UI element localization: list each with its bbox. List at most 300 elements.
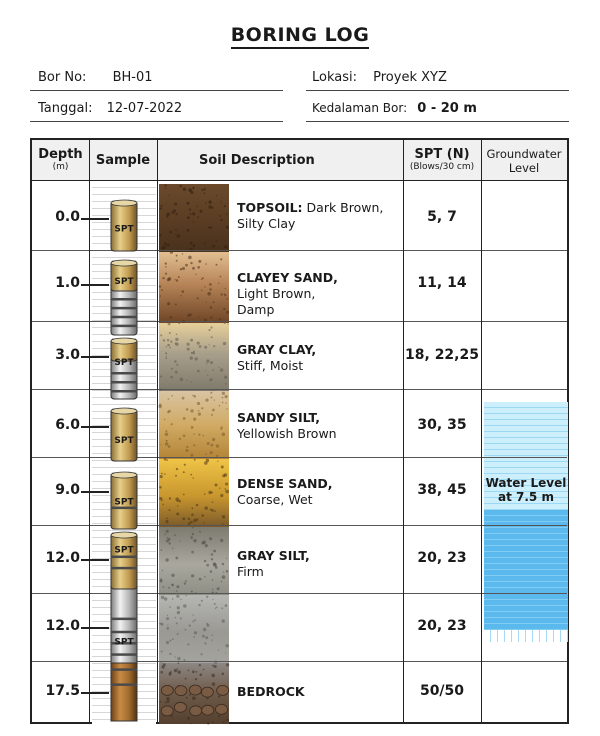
soil-grain	[189, 625, 191, 627]
soil-grain	[207, 442, 210, 445]
soil-grain	[202, 277, 204, 279]
soil-grain	[190, 356, 193, 359]
soil-grain	[164, 419, 165, 420]
soil-description-row	[237, 342, 407, 374]
soil-grain	[166, 356, 167, 357]
soil-grain	[226, 226, 229, 229]
soil-grain	[212, 245, 215, 248]
soil-grain	[202, 540, 206, 544]
soil-grain	[222, 402, 224, 404]
soil-description-row	[237, 270, 407, 318]
soil-grain	[185, 580, 187, 582]
header-soil-label: Soil Description	[199, 152, 315, 168]
soil-grain	[165, 520, 168, 523]
sample-tube-top	[111, 408, 137, 414]
soil-grain	[167, 213, 170, 216]
soil-grain	[176, 590, 178, 592]
spt-value: 38, 45	[417, 482, 467, 498]
soil-grain	[169, 653, 171, 655]
soil-grain	[191, 381, 192, 382]
soil-grain	[191, 426, 194, 429]
soil-grain	[183, 188, 186, 191]
soil-grain	[175, 338, 178, 341]
sample-tube-ring	[111, 372, 137, 375]
soil-grain	[223, 342, 226, 345]
soil-grain	[159, 207, 162, 210]
soil-detail: Coarse, Wet	[237, 492, 313, 507]
soil-grain	[160, 671, 163, 674]
soil-detail: Light Brown,	[237, 286, 316, 301]
soil-grain	[164, 473, 166, 475]
soil-grain	[219, 215, 221, 217]
soil-grain	[226, 570, 229, 573]
soil-grain	[160, 475, 163, 478]
soil-grain	[225, 383, 227, 385]
soil-grain	[201, 407, 203, 409]
soil-grain	[177, 611, 180, 614]
soil-grain	[182, 253, 183, 254]
soil-grain	[204, 576, 205, 577]
soil-grain	[164, 243, 167, 246]
soil-grain	[182, 397, 185, 400]
bedrock-stone	[174, 702, 186, 712]
soil-grain	[204, 493, 206, 495]
soil-grain	[210, 509, 212, 511]
soil-grain	[166, 440, 168, 442]
sample-tube-ring	[111, 381, 137, 384]
soil-grain	[176, 622, 178, 624]
soil-grain	[210, 392, 212, 394]
soil-grain	[178, 662, 180, 664]
column-separator	[157, 140, 158, 724]
soil-grain	[194, 619, 196, 621]
header-depth	[32, 140, 89, 181]
soil-grain	[186, 449, 189, 452]
kedalaman-label: Kedalaman Bor:	[312, 101, 408, 115]
soil-grain	[206, 359, 209, 362]
soil-grain	[169, 640, 171, 642]
groundwater-label-line1: Water Level	[485, 476, 567, 490]
soil-grain	[164, 534, 166, 536]
soil-grain	[195, 274, 196, 275]
soil-grain	[159, 405, 162, 408]
soil-grain	[194, 459, 196, 461]
soil-grain	[205, 453, 207, 455]
soil-grain	[205, 399, 208, 402]
kedalaman-underline	[306, 121, 569, 122]
soil-grain	[222, 563, 225, 566]
soil-grain	[165, 352, 167, 354]
soil-grain	[226, 408, 227, 409]
header-soil	[157, 140, 403, 181]
soil-grain	[203, 522, 204, 523]
soil-grain	[216, 607, 218, 609]
soil-grain	[169, 606, 171, 608]
soil-grain	[177, 505, 178, 506]
soil-grain	[214, 603, 216, 605]
soil-grain	[178, 670, 181, 673]
soil-grain	[193, 395, 196, 398]
soil-grain	[164, 597, 167, 600]
spt-value: 18, 22,25	[405, 347, 479, 363]
soil-grain	[169, 231, 172, 234]
soil-grain	[168, 587, 170, 589]
soil-grain	[171, 395, 173, 397]
soil-grain	[175, 475, 177, 477]
soil-grain	[205, 544, 208, 547]
bor-no-value: BH-01	[112, 70, 153, 85]
soil-grain	[165, 273, 167, 275]
soil-grain	[208, 491, 211, 494]
soil-grain	[220, 428, 222, 430]
soil-grain	[217, 461, 218, 462]
soil-grain	[161, 596, 165, 600]
soil-grain	[216, 241, 218, 243]
soil-grain	[204, 242, 206, 244]
soil-grain	[161, 549, 163, 551]
soil-grain	[175, 234, 177, 236]
soil-grain	[192, 533, 194, 535]
soil-grain	[186, 595, 188, 597]
soil-grain	[171, 715, 173, 717]
soil-grain	[165, 442, 168, 445]
soil-name: GRAY SILT,	[237, 548, 310, 563]
soil-grain	[162, 570, 163, 571]
soil-grain	[190, 409, 193, 412]
soil-grain	[221, 607, 223, 609]
soil-grain	[219, 367, 220, 368]
soil-grain	[185, 264, 188, 267]
soil-grain	[171, 423, 173, 425]
spt-sample-tubes	[92, 181, 156, 724]
soil-grain	[204, 192, 206, 194]
soil-grain	[169, 509, 171, 511]
soil-grain	[183, 417, 186, 420]
soil-grain	[190, 191, 193, 194]
soil-grain	[198, 260, 201, 263]
soil-grain	[226, 213, 228, 215]
soil-grain	[191, 574, 194, 577]
soil-grain	[187, 343, 190, 346]
soil-grain	[193, 418, 196, 421]
soil-grain	[192, 696, 196, 700]
soil-description-row	[237, 476, 407, 508]
soil-grain	[161, 665, 164, 668]
soil-grain	[204, 286, 205, 287]
soil-grain	[172, 548, 173, 549]
soil-grain	[164, 458, 167, 461]
soil-grain	[165, 346, 166, 347]
bedrock-stone	[175, 686, 187, 696]
tanggal-value: 12-07-2022	[106, 101, 183, 116]
soil-grain	[166, 215, 168, 217]
bedrock-stone	[202, 705, 214, 715]
soil-grain	[186, 202, 189, 205]
soil-grain	[213, 345, 215, 347]
soil-grain	[220, 494, 223, 497]
soil-grain	[166, 459, 168, 461]
spt-value: 30, 35	[417, 417, 467, 433]
soil-grain	[192, 187, 194, 189]
soil-grain	[191, 352, 193, 354]
soil-grain	[198, 316, 199, 317]
groundwater-band-saturated	[484, 510, 568, 630]
soil-grain	[184, 464, 186, 466]
soil-grain	[206, 564, 209, 567]
groundwater-label-line2: at 7.5 m	[498, 490, 554, 504]
soil-grain	[165, 433, 169, 437]
soil-detail: Yellowish Brown	[237, 426, 337, 441]
soil-grain	[222, 515, 225, 518]
soil-grain	[201, 600, 203, 602]
bor-no-field	[38, 70, 153, 85]
soil-grain	[178, 500, 181, 503]
soil-grain	[221, 466, 224, 469]
soil-grain	[187, 717, 190, 720]
soil-grain	[180, 599, 181, 600]
soil-grain	[224, 376, 227, 379]
lokasi-label: Lokasi:	[312, 70, 357, 85]
soil-grain	[208, 227, 210, 229]
soil-grain	[218, 695, 220, 697]
bedrock-stone	[190, 706, 202, 716]
soil-grain	[160, 580, 163, 583]
soil-grain	[196, 206, 198, 208]
soil-grain	[163, 339, 165, 341]
soil-grain	[186, 446, 188, 448]
bor-no-underline	[30, 90, 283, 91]
soil-grain	[175, 656, 176, 657]
soil-grain	[211, 414, 213, 416]
soil-grain	[226, 558, 227, 559]
soil-grain	[165, 357, 167, 359]
soil-grain	[212, 438, 215, 441]
soil-grain	[212, 682, 215, 685]
kedalaman-field	[312, 101, 477, 116]
soil-grain	[212, 369, 214, 371]
boring-log-table	[30, 138, 569, 724]
soil-grain	[180, 540, 181, 541]
sample-tube-top	[111, 472, 137, 478]
soil-grain	[225, 395, 228, 398]
soil-grain	[205, 263, 207, 265]
soil-grain	[218, 283, 219, 284]
soil-grain	[210, 317, 212, 319]
soil-grain	[220, 201, 221, 202]
soil-grain	[214, 399, 215, 400]
soil-grain	[193, 433, 195, 435]
soil-grain	[201, 514, 204, 517]
soil-grain	[169, 195, 170, 196]
soil-grain	[166, 530, 169, 533]
soil-grain	[220, 368, 223, 371]
header-spt-label: SPT (N)	[414, 147, 470, 162]
soil-grain	[191, 551, 194, 554]
soil-grain	[198, 410, 200, 412]
soil-grain	[182, 267, 185, 270]
spt-value: 11, 14	[417, 275, 467, 291]
soil-grain	[162, 277, 164, 279]
sample-tube-bottom	[111, 663, 137, 721]
depth-label: 3.0	[55, 347, 80, 363]
soil-grain	[167, 244, 170, 247]
soil-grain	[212, 207, 214, 209]
soil-grain	[169, 542, 171, 544]
soil-grain	[174, 203, 177, 206]
soil-grain	[215, 608, 216, 609]
soil-grain	[174, 669, 177, 672]
bedrock-stone	[216, 704, 228, 714]
soil-grain	[213, 550, 216, 553]
soil-grain	[216, 195, 217, 196]
soil-grain	[216, 264, 218, 266]
soil-grain	[180, 268, 182, 270]
soil-grain	[217, 587, 220, 590]
soil-grain	[176, 279, 178, 281]
tanggal-field	[38, 101, 182, 116]
soil-grain	[219, 405, 221, 407]
soil-grain	[199, 578, 202, 581]
soil-grain	[190, 521, 193, 524]
sample-tube-ring	[111, 653, 137, 656]
tanggal-underline	[30, 121, 283, 122]
soil-grain	[174, 360, 177, 363]
soil-grain	[168, 344, 170, 346]
soil-grain	[212, 640, 213, 641]
soil-grain	[197, 297, 199, 299]
page-title	[0, 24, 600, 46]
soil-grain	[162, 504, 164, 506]
soil-grain	[184, 582, 186, 584]
sample-tube-ring	[111, 325, 137, 328]
soil-grain	[183, 471, 185, 473]
soil-grain	[210, 378, 213, 381]
soil-grain	[166, 617, 169, 620]
soil-grain	[212, 589, 213, 590]
spt-value: 5, 7	[427, 209, 457, 225]
depth-label: 12.0	[45, 618, 80, 634]
soil-grain	[190, 262, 192, 264]
soil-grain	[205, 506, 208, 509]
soil-grain	[226, 311, 229, 314]
soil-grain	[205, 370, 206, 371]
soil-grain	[222, 619, 225, 622]
soil-grain	[161, 651, 163, 653]
soil-grain	[175, 498, 179, 502]
soil-grain	[164, 184, 166, 186]
soil-grain	[183, 494, 185, 496]
soil-grain	[198, 434, 200, 436]
soil-grain	[176, 255, 178, 257]
soil-grain	[215, 484, 218, 487]
sample-tube-label: SPT	[114, 637, 134, 648]
soil-grain	[160, 375, 162, 377]
soil-grain	[187, 229, 190, 232]
soil-grain	[212, 409, 215, 412]
soil-grain	[161, 473, 163, 475]
soil-grain	[187, 314, 190, 317]
soil-grain	[206, 363, 207, 364]
soil-grain	[226, 663, 229, 666]
soil-grain	[207, 374, 208, 375]
soil-grain	[165, 266, 167, 268]
soil-grain	[169, 347, 171, 349]
soil-grain	[226, 719, 228, 721]
soil-grain	[168, 538, 171, 541]
soil-grain	[167, 615, 168, 616]
spt-value: 50/50	[419, 683, 465, 699]
soil-grain	[177, 668, 178, 669]
sample-tube-top	[111, 338, 137, 344]
soil-grain	[165, 701, 167, 703]
soil-grain	[168, 410, 171, 413]
soil-grain	[205, 636, 208, 639]
column-separator	[89, 140, 90, 724]
depth-label: 17.5	[45, 683, 80, 699]
soil-grain	[193, 244, 196, 247]
groundwater-label	[484, 476, 568, 504]
soil-grain	[168, 445, 171, 448]
soil-grain	[161, 205, 163, 207]
soil-grain	[172, 598, 174, 600]
soil-grain	[191, 513, 194, 516]
soil-grain	[174, 534, 176, 536]
soil-grain	[225, 488, 227, 490]
soil-grain	[224, 205, 226, 207]
soil-grain	[209, 344, 210, 345]
soil-name: SANDY SILT,	[237, 410, 321, 425]
soil-grain	[167, 625, 168, 626]
soil-grain	[166, 641, 169, 644]
soil-grain	[176, 334, 178, 336]
soil-grain	[212, 599, 213, 600]
soil-texture-pattern	[159, 184, 229, 724]
soil-grain	[159, 285, 161, 287]
soil-grain	[165, 246, 167, 248]
soil-grain	[172, 584, 174, 586]
soil-grain	[206, 302, 207, 303]
soil-grain	[160, 444, 161, 445]
bedrock-stone	[189, 685, 201, 695]
soil-grain	[196, 504, 199, 507]
sample-tube-label: SPT	[114, 276, 134, 287]
soil-grain	[197, 216, 199, 218]
soil-grain	[159, 486, 162, 489]
soil-grain	[190, 536, 193, 539]
soil-grain	[169, 332, 171, 334]
bedrock-stone	[201, 687, 213, 697]
soil-grain	[197, 402, 200, 405]
depth-label: 0.0	[55, 209, 80, 225]
soil-grain	[159, 623, 161, 625]
soil-description-row	[237, 684, 407, 700]
soil-grain	[222, 673, 225, 676]
soil-grain	[195, 357, 198, 360]
soil-grain	[180, 295, 181, 296]
soil-description-row	[237, 410, 407, 442]
soil-grain	[216, 444, 219, 447]
soil-grain	[167, 302, 170, 305]
soil-grain	[180, 378, 184, 382]
soil-grain	[218, 715, 220, 717]
soil-grain	[170, 316, 173, 319]
soil-grain	[177, 235, 180, 238]
soil-grain	[185, 629, 187, 631]
soil-grain	[186, 380, 187, 381]
soil-grain	[211, 558, 213, 560]
soil-grain	[200, 210, 203, 213]
soil-grain	[221, 293, 223, 295]
